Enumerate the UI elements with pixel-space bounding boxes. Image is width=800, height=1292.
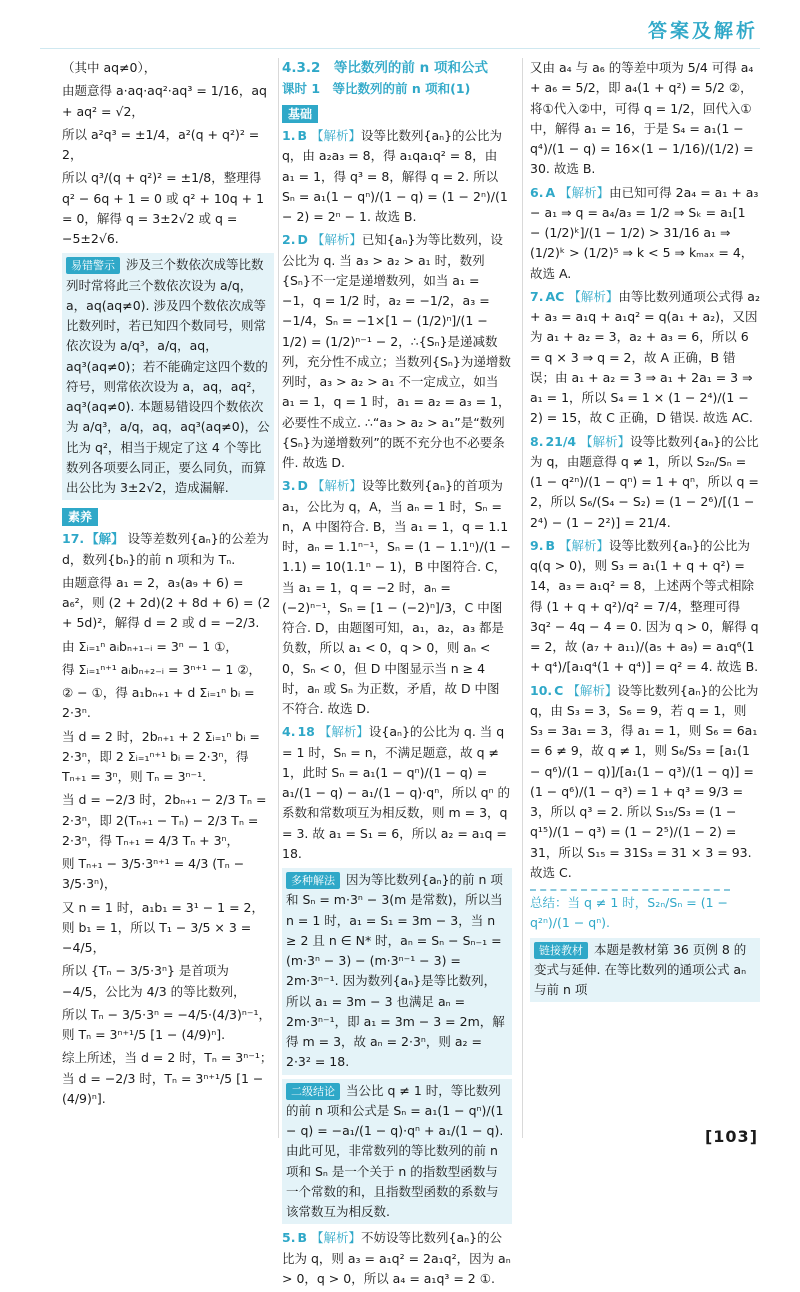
question-number: 2. [282,232,296,248]
text-line: 由题意得 a·aq·aq²·aq³ = 1/16，aq + aq² = √2， [62,83,267,119]
text-line: 所以 q³/(q + q²)² = ±1/8，整理得 q² − 6q + 1 = 0 或 q² + 10q + 1 = 0，解得 q = 3±2√2 或 q = −5±2√6. [62,170,265,246]
textbook-link-tag: 链接教材 [534,942,588,959]
question-9 [530,536,760,678]
answer-choice: B [545,537,555,553]
analysis-text: 设等比数列{aₙ}的首项为 a₁，公比为 q，A，当 aₙ = 1 时，Sₙ = n，A 中图符合. B，当 a₁ = 1，q = 1.1 时，aₙ = 1.1ⁿ⁻¹，Sₙ = (1 − 1.1ⁿ)/(1 − 1.1) = 10(1.1ⁿ − 1)，B 中图符合. C，当 a₁ = 1，q = −2 时，aₙ = (−2)ⁿ⁻¹，Sₙ = [1 − (−2)ⁿ]/3，C 中图符合. D，由题图可知，a₁，a₂，a₃ 都是负数，所以 a₁ < 0，q > 0，则 aₙ < 0，Sₙ < 0，但 D 中图显示当 n ≥ 4 时，aₙ 或 Sₙ 为正数，矛盾，故 D 中图不符合. 故选 D. [282,478,511,717]
page-number-value: 103 [713,1127,750,1147]
question-1 [282,126,512,227]
question-8 [530,432,760,533]
text-line: 又 n = 1 时，a₁b₁ = 3¹ − 1 = 2，则 b₁ = 1，所以 T₁ − 3/5 × 3 = −4/5， [62,899,264,955]
analysis-label: 【解析】 [310,128,361,144]
analysis-text: 设等比数列{aₙ}的公比为 q，由 S₃ = 3，S₆ = 9，若 q = 1，则 S₃ = 3a₁ = 3，得 a₁ = 1，则 S₆ = 6a₁ = 6 ≠ 9，故 q ≠ 1，则 S₆/S₃ = [a₁(1 − q⁶)/(1 − q)]/[a₁(1 − q³)/(1 − q)] = (1 − q⁶)/(1 − q³) = 1 + q³ = 9/3 = 3，所以 q³ = 2. 所以 S₁₅/S₃ = (1 − q¹⁵)/(1 − q³) = (1 − 2⁵)/(1 − 2) = 31，所以 S₁₅ = 31S₃ = 31 × 3 = 93. 故选 C. [530,682,759,880]
analysis-label: 【解析】 [558,537,609,553]
question-17 [62,529,274,570]
question-6 [530,183,760,284]
column-middle [282,58,512,1292]
text-line: 设等差数列{aₙ}的公差为 d，数列{bₙ}的前 n 项和为 Tₙ. [62,531,269,567]
question-number: 4. [282,724,296,740]
answer-choice: AC [545,288,565,304]
lesson-subtitle: 课时 1 等比数列的前 n 项和(1) [282,80,471,96]
textbook-link-box [530,938,760,1003]
section-tag-literacy: 素养 [62,508,98,526]
text-line: 当 d = 2 时，2bₙ₊₁ + 2 Σᵢ₌₁ⁿ bᵢ = 2·3ⁿ，即 2 Σᵢ₌₁ⁿ⁺¹ bᵢ = 2·3ⁿ，得 Tₙ₊₁ = 3ⁿ，则 Tₙ = 3ⁿ⁻¹. [62,728,260,784]
text-line: 得 Σᵢ₌₁ⁿ⁺¹ aᵢbₙ₊₂₋ᵢ = 3ⁿ⁺¹ − 1 ②， [62,661,262,677]
text-line: 所以 a²q³ = ±1/4，a²(q + q²)² = 2， [62,126,260,162]
analysis-text: 由等比数列通项公式得 a₂ + a₃ = a₁q + a₁q² = q(a₁ + a₂)，又因为 a₁ + a₂ = 3，a₂ + a₃ = 6，所以 6 = q × 3 ⇒ q = 2，故 A 正确，B 错误；由 a₁ + a₂ = 3 ⇒ a₁ + 2a₁ = 3 ⇒ a₁ = 1，所以 S₄ = 1 × (1 − 2⁴)/(1 − 2) = 15，故 C 正确，D 错误. 故选 AC. [530,288,760,426]
analysis-text: 设等比数列{aₙ}的公比为 q，由 a₂a₃ = 8，得 a₁qa₁q² = 8，由 a₁ = 1，得 q³ = 8，解得 q = 2. 所以 Sₙ = a₁(1 − qⁿ)/(1 − q) = (1 − 2ⁿ)/(1 − 2) = 2ⁿ − 1. 故选 B. [282,128,508,225]
answer-choice: 18 [297,724,315,740]
answer-choice: B [297,1230,307,1246]
warning-tag: 易错警示 [66,257,120,274]
question-10 [530,681,760,884]
question-number: 17. [62,531,85,547]
text-line: 由 Σᵢ₌₁ⁿ aᵢbₙ₊₁₋ᵢ = 3ⁿ − 1 ①， [62,638,238,654]
question-number: 3. [282,478,296,494]
text-line: 则 Tₙ₊₁ − 3/5·3ⁿ⁺¹ = 4/3 (Tₙ − 3/5·3ⁿ)， [62,856,245,892]
analysis-label: 【解析】 [310,1230,361,1246]
warning-text: 涉及三个数依次成等比数列时常将此三个数依次设为 a/q，a，aq(aq≠0). 涉及四个数依次成等比数列时，若已知四个数同号，则常依次设为 a/q³，a/q，aq，aq³(aq≠0)；若不能确定这四个数的符号，则常依次设为 a，aq，aq²，aq³(aq≠0). 本题易错设四个数依次为 a/q³，a/q，aq，aq³(aq≠0)，公比为 q²，相当于规定了这 4 个等比数列各项要么同正，要么同负，而算出公比为 3±2√2，造成漏解. [66,257,270,495]
warning-box [62,253,274,500]
question-number: 9. [530,537,544,553]
analysis-text: 不妨设等比数列{aₙ}的公比为 q，则 a₃ = a₁q² = 2a₁q²，因为 aₙ > 0，q > 0，所以 a₄ = a₁q³ = 2 ①. [282,1230,511,1286]
text-line: 当 d = −2/3 时，2bₙ₊₁ − 2/3 Tₙ = 2·3ⁿ，即 2(Tₙ₊₁ − Tₙ) − 2/3 Tₙ = 2·3ⁿ，得 Tₙ₊₁ = 4/3 Tₙ + 3ⁿ， [62,792,267,848]
analysis-text: 已知{aₙ}为等比数列，设公比为 q. 当 a₃ > a₂ > a₁ 时，数列{Sₙ}不一定是递增数列，如当 a₁ = −1，q = 1/2 时，a₂ = −1/2，a₃ = −1/4，Sₙ = −1×[1 − (1/2)ⁿ]/(1 − 1/2) = (1/2)ⁿ⁻¹ − 2，∴{Sₙ}是递减数列，充分性不成立；当数列{Sₙ}为递增数列时，a₃ > a₂ > a₁ 不一定成立，如当 a₁ = 1，q = 1 时，a₁ = a₂ = a₃ = 1，必要性不成立. ∴“a₃ > a₂ > a₁”是“数列{Sₙ}为递增数列”的既不充分也不必要条件. 故选 D. [282,232,511,471]
answer-choice: B [297,128,307,144]
column-right [530,58,760,1006]
analysis-label: 【解析】 [311,478,362,494]
analysis-label: 【解析】 [318,724,369,740]
text-line: ② − ①，得 a₁bₙ₊₁ + d Σᵢ₌₁ⁿ bᵢ = 2·3ⁿ. [62,685,255,721]
question-number: 6. [530,184,544,200]
column-divider-2 [522,58,523,1138]
analysis-label: 【解析】 [559,184,610,200]
multiple-methods-box [282,868,512,1075]
question-5 [282,1228,512,1289]
analysis-label: 【解析】 [568,288,619,304]
answer-choice: D [297,478,308,494]
header-divider [40,48,760,49]
analysis-text: 设等比数列{aₙ}的公比为 q，由题意得 q ≠ 1，所以 S₂ₙ/Sₙ = (1 − q²ⁿ)/(1 − qⁿ) = 1 + qⁿ，所以 q = 2，所以 S₆/(S₄ − S₂) = (1 − 2⁶)/[(1 − 2⁴) − (1 − 2²)] = 21/4. [530,433,759,530]
page-number: [103] [704,1127,758,1147]
analysis-text: 设等比数列{aₙ}的公比为 q(q > 0)，则 S₃ = a₁(1 + q + q²) = 14，a₃ = a₁q² = 8，上述两个等式相除得 (1 + q + q²)/q² = 7/4，整理可得 3q² − 4q − 4 = 0. 因为 q > 0，解得 q = 2，故 (a₇ + a₁₁)/(a₅ + a₉) = a₁q⁶(1 + q⁴)/[a₁q⁴(1 + q⁴)] = q² = 4. 故选 B. [530,537,759,675]
question-3 [282,476,512,719]
analysis-text: 设{aₙ}的公比为 q. 当 q = 1 时，Sₙ = n，不满足题意，故 q ≠ 1，此时 Sₙ = a₁(1 − qⁿ)/(1 − q) = a₁/(1 − q) − a₁/(1 − q)·qⁿ，所以 qⁿ 的系数和常数项互为相反数，则 m = 3，q = 3. 故 a₁ = S₁ = 6，所以 a₂ = a₁q = 18. [282,724,511,861]
question-5-continued: 又由 a₄ 与 a₆ 的等差中项为 5/4 可得 a₄ + a₆ = 5/2，即 a₄(1 + q²) = 5/2 ②，将①代入②中，可得 q = 1/2，回代入①中，解得 a₁ = 16，于是 S₄ = a₁(1 − q⁴)/(1 − q) = 16×(1 − 1/16)/(1/2) = 30. 故选 B. [530,60,754,177]
question-label: 【解】 [86,531,124,547]
multiple-methods-text: 因为等比数列{aₙ}的前 n 项和 Sₙ = m·3ⁿ − 3(m 是常数)，所以当 n = 1 时，a₁ = S₁ = 3m − 3，当 n ≥ 2 且 n ∈ N* 时，aₙ = Sₙ − Sₙ₋₁ = (m·3ⁿ − 3) − (m·3ⁿ⁻¹ − 3) = 2m·3ⁿ⁻¹. 因为数列{aₙ}是等比数列，所以 a₁ = 3m − 3 也满足 aₙ = 2m·3ⁿ⁻¹，即 a₁ = 3m − 3 = 2m，解得 m = 3，故 aₙ = 2·3ⁿ，则 a₂ = 2·3² = 18. [286,872,505,1070]
section-tag-basics: 基础 [282,105,318,123]
question-number: 7. [530,288,544,304]
analysis-label: 【解析】 [580,433,631,449]
text-line: 所以 {Tₙ − 3/5·3ⁿ} 是首项为 −4/5，公比为 4/3 的等比数列， [62,963,246,999]
question-number: 1. [282,128,296,144]
column-divider-1 [278,58,279,1138]
question-number: 10. [530,682,553,698]
column-left [62,58,274,1112]
answer-choice: 21/4 [545,433,577,449]
answer-choice: D [297,232,308,248]
question-7 [530,287,760,429]
text-line: 由题意得 a₁ = 2，a₃(a₉ + 6) = a₆²，则 (2 + 2d)(2 + 8d + 6) = (2 + 5d)²，解得 d = 2 或 d = −2/3. [62,574,271,631]
textbook-link-text: 本题是教材第 36 页例 8 的变式与延伸. 在等比数列的通项公式 aₙ 与前 n 项 [534,941,747,997]
lesson-title: 4.3.2 等比数列的前 n 项和公式 [282,60,488,76]
answer-choice: C [554,682,564,698]
question-2 [282,230,512,473]
question-number: 5. [282,1230,296,1246]
question-number: 8. [530,433,544,449]
text-line: （其中 aq≠0）， [62,60,157,75]
page-header-title: 答案及解析 [647,20,758,42]
analysis-text: 由已知可得 2a₄ = a₁ + a₃ − a₁ ⇒ q = a₄/a₃ = 1/2 ⇒ Sₖ = a₁[1 − (1/2)ᵏ]/(1 − 1/2) > 31/16 a₁ ⇒ (1/2)ᵏ > (1/2)⁵ ⇒ k < 5 ⇒ kₘₐₓ = 4，故选 A. [530,184,759,281]
answer-choice: A [545,184,556,200]
text-line: 所以 Tₙ − 3/5·3ⁿ = −4/5·(4/3)ⁿ⁻¹，则 Tₙ = 3ⁿ⁺¹/5 [1 − (4/9)ⁿ]. [62,1006,271,1042]
secondary-conclusion-box [282,1079,512,1225]
analysis-label: 【解析】 [311,232,362,248]
secondary-conclusion-text: 当公比 q ≠ 1 时，等比数列的前 n 项和公式是 Sₙ = a₁(1 − qⁿ)/(1 − q) = −a₁/(1 − q)·qⁿ + a₁/(1 − q). 由此可见，非常数列的等比数列的前 n 项和 Sₙ 是一个关于 n 的指数型函数与一个常数的和，且指数型函数的系数与该常数互为相反数. [286,1082,504,1220]
text-line: 综上所述，当 d = 2 时，Tₙ = 3ⁿ⁻¹；当 d = −2/3 时，Tₙ = 3ⁿ⁺¹/5 [1 − (4/9)ⁿ]. [62,1050,273,1106]
question-4 [282,722,512,864]
secondary-conclusion-tag: 二级结论 [286,1083,340,1100]
analysis-label: 【解析】 [567,682,618,698]
multiple-methods-tag: 多种解法 [286,872,340,889]
wave-divider [530,889,730,891]
summary-note: 总结：当 q ≠ 1 时，S₂ₙ/Sₙ = (1 − q²ⁿ)/(1 − qⁿ). [530,895,729,931]
